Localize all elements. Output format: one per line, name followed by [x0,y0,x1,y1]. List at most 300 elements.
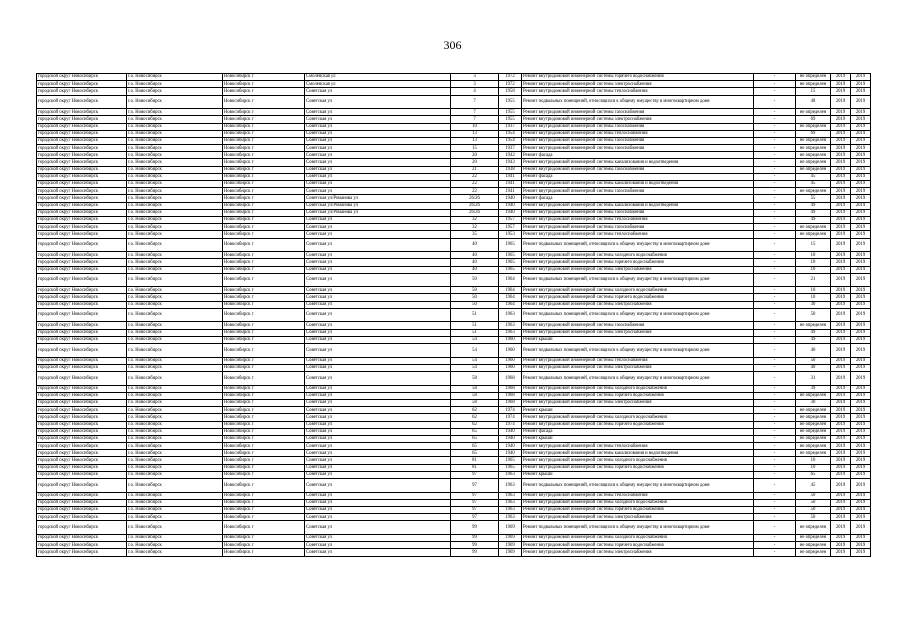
dash-cell: - [754,202,796,209]
work-type-cell: Ремонт внутридомовой инженерной системы электроснабжения [522,364,754,371]
dash-cell: - [754,173,796,180]
work-type-cell: Ремонт внутридомовой инженерной системы электроснабжения [522,399,754,406]
work-type-cell: Ремонт внутридомовой инженерной системы холодного водоснабжения [522,287,754,294]
municipality-cell: городской округ Новосибирск [37,130,127,137]
settlement-cell: Новосибирск г [223,542,305,549]
work-type-cell: Ремонт внутридомовой инженерной системы холодного водоснабжения [522,534,754,541]
cost-cell: 10 [796,252,831,259]
table-row [37,145,871,152]
start-year-cell: 2019 [831,130,851,137]
table-row [37,202,871,209]
cost-cell: не определен [796,137,831,144]
work-type-cell: Ремонт внутридомовой инженерной системы теплоснабжения [522,231,754,238]
dash-cell: - [754,88,796,95]
street-cell: Советская ул [305,443,451,450]
cost-cell: 40 [796,364,831,371]
dash-cell: - [754,357,796,364]
settlement-cell: Новосибирск г [223,364,305,371]
house-number-cell: 58 [451,385,499,392]
table-row [37,399,871,406]
house-number-cell: 50 [451,287,499,294]
house-number-cell: 26/26 [451,202,499,209]
table-row [37,385,871,392]
dash-cell: - [754,322,796,329]
cost-cell: 50 [796,357,831,364]
work-type-cell: Ремонт внутридомовой инженерной системы горячего водоснабжения [522,392,754,399]
cost-cell: не определен [796,542,831,549]
start-year-cell: 2019 [831,159,851,166]
start-year-cell: 2019 [831,216,851,223]
settlement-cell: Новосибирск г [223,188,305,195]
cost-cell: 10 [796,457,831,464]
end-year-cell: 2019 [851,534,871,541]
street-cell: Советская ул [305,364,451,371]
municipality-cell: городской округ Новосибирск [37,109,127,116]
build-year-cell: 1938 [499,166,522,173]
street-cell: Советская ул [305,266,451,273]
table-row [37,329,871,336]
street-cell: Советская ул [305,457,451,464]
cost-cell: не определен [796,322,831,329]
table-row [37,181,871,188]
work-type-cell: Ремонт крыши [522,407,754,414]
dash-cell: - [754,301,796,308]
table-row [37,259,871,266]
district-cell: г.о. Новосибирск [127,514,223,521]
end-year-cell: 2019 [851,392,871,399]
work-type-cell: Ремонт внутридомовой инженерной системы газоснабжения [522,322,754,329]
work-type-cell: Ремонт внутридомовой инженерной системы газоснабжения [522,145,754,152]
municipality-cell: городской округ Новосибирск [37,407,127,414]
end-year-cell: 2019 [851,145,871,152]
district-cell: г.о. Новосибирск [127,287,223,294]
cost-cell: не определен [796,231,831,238]
end-year-cell: 2019 [851,88,871,95]
district-cell: г.о. Новосибирск [127,188,223,195]
street-cell: Советская ул [305,238,451,252]
district-cell: г.о. Новосибирск [127,266,223,273]
house-number-cell: 54 [451,364,499,371]
street-cell: Советская ул [305,188,451,195]
house-number-cell: 7 [451,109,499,116]
end-year-cell: 2019 [851,188,871,195]
municipality-cell: городской округ Новосибирск [37,542,127,549]
municipality-cell: городской округ Новосибирск [37,287,127,294]
start-year-cell: 2019 [831,506,851,513]
street-cell: Советская ул [305,514,451,521]
district-cell: г.о. Новосибирск [127,74,223,81]
start-year-cell: 2019 [831,238,851,252]
end-year-cell: 2019 [851,231,871,238]
end-year-cell: 2019 [851,159,871,166]
start-year-cell: 2019 [831,549,851,556]
dash-cell: - [754,216,796,223]
end-year-cell: 2019 [851,492,871,499]
house-number-cell: 26/26 [451,209,499,216]
street-cell: Советская ул [305,414,451,421]
build-year-cell: 1965 [499,238,522,252]
table-row [37,137,871,144]
settlement-cell: Новосибирск г [223,407,305,414]
house-number-cell: 3 [451,74,499,81]
build-year-cell: 1963 [499,492,522,499]
build-year-cell: 1940 [499,450,522,457]
settlement-cell: Новосибирск г [223,238,305,252]
dash-cell: - [754,231,796,238]
municipality-cell: городской округ Новосибирск [37,202,127,209]
start-year-cell: 2019 [831,188,851,195]
house-number-cell: 4 [451,88,499,95]
street-cell: Советская ул [305,231,451,238]
end-year-cell: 2019 [851,266,871,273]
build-year-cell: 1968 [499,399,522,406]
build-year-cell: 1968 [499,392,522,399]
district-cell: г.о. Новосибирск [127,109,223,116]
house-number-cell: 35 [451,231,499,238]
work-type-cell: Ремонт фасада [522,428,754,435]
build-year-cell: 1968 [499,385,522,392]
municipality-cell: городской округ Новосибирск [37,195,127,202]
settlement-cell: Новосибирск г [223,521,305,535]
cost-cell: не определен [796,549,831,556]
table-row [37,499,871,506]
house-number-cell: 3 [451,81,499,88]
table-row [37,506,871,513]
municipality-cell: городской округ Новосибирск [37,308,127,322]
street-cell: Советская ул [305,88,451,95]
build-year-cell: 1957 [499,224,522,231]
district-cell: г.о. Новосибирск [127,344,223,358]
end-year-cell: 2019 [851,479,871,493]
end-year-cell: 2019 [851,514,871,521]
house-number-cell: 97 [451,499,499,506]
start-year-cell: 2019 [831,329,851,336]
work-type-cell: Ремонт подвальных помещений, относящихся к общему имуществу в многоквартирном доме [522,95,754,109]
street-cell: Советская ул [305,371,451,385]
settlement-cell: Новосибирск г [223,88,305,95]
municipality-cell: городской округ Новосибирск [37,152,127,159]
street-cell: Советская ул [305,294,451,301]
district-cell: г.о. Новосибирск [127,435,223,442]
district-cell: г.о. Новосибирск [127,195,223,202]
start-year-cell: 2019 [831,123,851,130]
street-cell: Советская ул [305,181,451,188]
cost-cell: 49 [796,336,831,343]
cost-cell: не определен [796,123,831,130]
house-number-cell: 54 [451,357,499,364]
district-cell: г.о. Новосибирск [127,95,223,109]
municipality-cell: городской округ Новосибирск [37,259,127,266]
street-cell: Советская ул [305,506,451,513]
municipality-cell: городской округ Новосибирск [37,322,127,329]
house-number-cell: 58 [451,392,499,399]
start-year-cell: 2019 [831,266,851,273]
end-year-cell: 2019 [851,109,871,116]
start-year-cell: 2019 [831,181,851,188]
district-cell: г.о. Новосибирск [127,137,223,144]
dash-cell: - [754,371,796,385]
table-row [37,549,871,556]
start-year-cell: 2019 [831,95,851,109]
dash-cell: - [754,308,796,322]
district-cell: г.о. Новосибирск [127,130,223,137]
house-number-cell: 26/26 [451,195,499,202]
settlement-cell: Новосибирск г [223,130,305,137]
table-row [37,407,871,414]
build-year-cell: 1941 [499,173,522,180]
build-year-cell: 1965 [499,252,522,259]
work-type-cell: Ремонт внутридомовой инженерной системы электроснабжения [522,514,754,521]
build-year-cell: 1963 [499,506,522,513]
build-year-cell: 1964 [499,287,522,294]
house-number-cell: 99 [451,521,499,535]
cost-cell: 50 [796,506,831,513]
start-year-cell: 2019 [831,499,851,506]
house-number-cell: 13 [451,130,499,137]
end-year-cell: 2019 [851,173,871,180]
build-year-cell: 1963 [499,471,522,478]
work-type-cell: Ремонт подвальных помещений, относящихся к общему имуществу в многоквартирном доме [522,344,754,358]
cost-cell: не определен [796,407,831,414]
work-type-cell: Ремонт внутридомовой инженерной системы электроснабжения [522,81,754,88]
house-number-cell: 32 [451,224,499,231]
municipality-cell: городской округ Новосибирск [37,357,127,364]
cost-cell: не определен [796,450,831,457]
municipality-cell: городской округ Новосибирск [37,74,127,81]
build-year-cell: 1964 [499,301,522,308]
end-year-cell: 2019 [851,428,871,435]
table-row [37,88,871,95]
work-type-cell: Ремонт внутридомовой инженерной системы газоснабжения [522,137,754,144]
district-cell: г.о. Новосибирск [127,173,223,180]
build-year-cell: 1955 [499,116,522,123]
end-year-cell: 2019 [851,435,871,442]
build-year-cell: 1969 [499,542,522,549]
street-cell: Советская ул/Романова ул [305,202,451,209]
work-type-cell: Ремонт внутридомовой инженерной системы горячего водоснабжения [522,259,754,266]
start-year-cell: 2019 [831,542,851,549]
build-year-cell: 1969 [499,549,522,556]
start-year-cell: 2019 [831,479,851,493]
cost-cell: не определен [796,428,831,435]
dash-cell: - [754,542,796,549]
cost-cell: не определен [796,145,831,152]
work-type-cell: Ремонт внутридомовой инженерной системы горячего водоснабжения [522,421,754,428]
settlement-cell: Новосибирск г [223,344,305,358]
district-cell: г.о. Новосибирск [127,209,223,216]
cost-cell: 10 [796,464,831,471]
dash-cell: - [754,479,796,493]
municipality-cell: городской округ Новосибирск [37,534,127,541]
end-year-cell: 2019 [851,224,871,231]
street-cell: Советская ул [305,471,451,478]
municipality-cell: городской округ Новосибирск [37,428,127,435]
work-type-cell: Ремонт внутридомовой инженерной системы электроснабжения [522,549,754,556]
build-year-cell: 1964 [499,294,522,301]
cost-cell: 45 [796,181,831,188]
district-cell: г.о. Новосибирск [127,88,223,95]
build-year-cell: 1937 [499,145,522,152]
work-type-cell: Ремонт внутридомовой инженерной системы теплоснабжения [522,357,754,364]
table-row [37,116,871,123]
end-year-cell: 2019 [851,364,871,371]
settlement-cell: Новосибирск г [223,159,305,166]
street-cell: Советская ул [305,216,451,223]
dash-cell: - [754,549,796,556]
street-cell: Советская ул [305,301,451,308]
end-year-cell: 2019 [851,123,871,130]
district-cell: г.о. Новосибирск [127,399,223,406]
district-cell: г.о. Новосибирск [127,224,223,231]
municipality-cell: городской округ Новосибирск [37,301,127,308]
dash-cell: - [754,521,796,535]
house-number-cell: 58 [451,399,499,406]
district-cell: г.о. Новосибирск [127,357,223,364]
municipality-cell: городской округ Новосибирск [37,329,127,336]
cost-cell: 49 [796,329,831,336]
district-cell: г.о. Новосибирск [127,534,223,541]
settlement-cell: Новосибирск г [223,202,305,209]
settlement-cell: Новосибирск г [223,534,305,541]
start-year-cell: 2019 [831,443,851,450]
district-cell: г.о. Новосибирск [127,428,223,435]
end-year-cell: 2019 [851,344,871,358]
district-cell: г.о. Новосибирск [127,181,223,188]
table-row [37,231,871,238]
build-year-cell: 1955 [499,109,522,116]
build-year-cell: 1960 [499,344,522,358]
settlement-cell: Новосибирск г [223,294,305,301]
house-number-cell: 13 [451,137,499,144]
settlement-cell: Новосибирск г [223,414,305,421]
house-number-cell: 62 [451,407,499,414]
build-year-cell: 1958 [499,88,522,95]
end-year-cell: 2019 [851,195,871,202]
end-year-cell: 2019 [851,407,871,414]
start-year-cell: 2019 [831,202,851,209]
district-cell: г.о. Новосибирск [127,385,223,392]
district-cell: г.о. Новосибирск [127,116,223,123]
settlement-cell: Новосибирск г [223,301,305,308]
build-year-cell: 1957 [499,216,522,223]
municipality-cell: городской округ Новосибирск [37,506,127,513]
municipality-cell: городской округ Новосибирск [37,145,127,152]
work-type-cell: Ремонт внутридомовой инженерной системы электроснабжения [522,116,754,123]
settlement-cell: Новосибирск г [223,357,305,364]
municipality-cell: городской округ Новосибирск [37,188,127,195]
end-year-cell: 2019 [851,81,871,88]
settlement-cell: Новосибирск г [223,443,305,450]
municipality-cell: городской округ Новосибирск [37,514,127,521]
start-year-cell: 2019 [831,322,851,329]
table-row [37,471,871,478]
dash-cell: - [754,364,796,371]
house-number-cell: 54 [451,344,499,358]
table-row [37,308,871,322]
district-cell: г.о. Новосибирск [127,252,223,259]
settlement-cell: Новосибирск г [223,116,305,123]
table-row [37,421,871,428]
settlement-cell: Новосибирск г [223,322,305,329]
dash-cell: - [754,506,796,513]
build-year-cell: 1942 [499,152,522,159]
build-year-cell: 1965 [499,259,522,266]
house-number-cell: 62 [451,421,499,428]
table-row [37,301,871,308]
work-type-cell: Ремонт подвальных помещений, относящихся к общему имуществу в многоквартирном доме [522,238,754,252]
table-row [37,188,871,195]
work-type-cell: Ремонт внутридомовой инженерной системы газоснабжения [522,209,754,216]
house-number-cell: 62 [451,414,499,421]
work-type-cell: Ремонт внутридомовой инженерной системы газоснабжения [522,123,754,130]
street-cell: Советская ул [305,166,451,173]
build-year-cell: 1941 [499,188,522,195]
municipality-cell: городской округ Новосибирск [37,88,127,95]
street-cell: Советская ул [305,95,451,109]
settlement-cell: Новосибирск г [223,471,305,478]
start-year-cell: 2019 [831,81,851,88]
street-cell: Советская ул [305,428,451,435]
street-cell: Советская ул [305,492,451,499]
table-row [37,464,871,471]
dash-cell: - [754,471,796,478]
start-year-cell: 2019 [831,259,851,266]
cost-cell: 50 [796,499,831,506]
municipality-cell: городской округ Новосибирск [37,471,127,478]
end-year-cell: 2019 [851,116,871,123]
end-year-cell: 2019 [851,95,871,109]
municipality-cell: городской округ Новосибирск [37,231,127,238]
street-cell: Советская ул [305,521,451,535]
work-type-cell: Ремонт внутридомовой инженерной системы канализования и водоотведения [522,450,754,457]
work-type-cell: Ремонт фасада [522,173,754,180]
municipality-cell: городской округ Новосибирск [37,371,127,385]
street-cell: Советская ул [305,542,451,549]
settlement-cell: Новосибирск г [223,506,305,513]
start-year-cell: 2019 [831,116,851,123]
start-year-cell: 2019 [831,407,851,414]
district-cell: г.о. Новосибирск [127,414,223,421]
house-number-cell: 51 [451,322,499,329]
municipality-cell: городской округ Новосибирск [37,238,127,252]
end-year-cell: 2019 [851,385,871,392]
settlement-cell: Новосибирск г [223,371,305,385]
settlement-cell: Новосибирск г [223,216,305,223]
municipality-cell: городской округ Новосибирск [37,273,127,287]
work-type-cell: Ремонт внутридомовой инженерной системы холодного водоснабжения [522,499,754,506]
settlement-cell: Новосибирск г [223,464,305,471]
capital-repair-table [36,73,871,557]
start-year-cell: 2019 [831,301,851,308]
table-row [37,336,871,343]
end-year-cell: 2019 [851,273,871,287]
municipality-cell: городской округ Новосибирск [37,173,127,180]
street-cell: Советская ул [305,273,451,287]
street-cell: Советская ул [305,130,451,137]
cost-cell: не определен [796,414,831,421]
end-year-cell: 2019 [851,238,871,252]
municipality-cell: городской округ Новосибирск [37,421,127,428]
cost-cell: 69 [796,116,831,123]
cost-cell: не определен [796,392,831,399]
start-year-cell: 2019 [831,534,851,541]
dash-cell: - [754,166,796,173]
dash-cell: - [754,123,796,130]
start-year-cell: 2019 [831,392,851,399]
start-year-cell: 2019 [831,344,851,358]
start-year-cell: 2019 [831,399,851,406]
house-number-cell: 15 [451,145,499,152]
